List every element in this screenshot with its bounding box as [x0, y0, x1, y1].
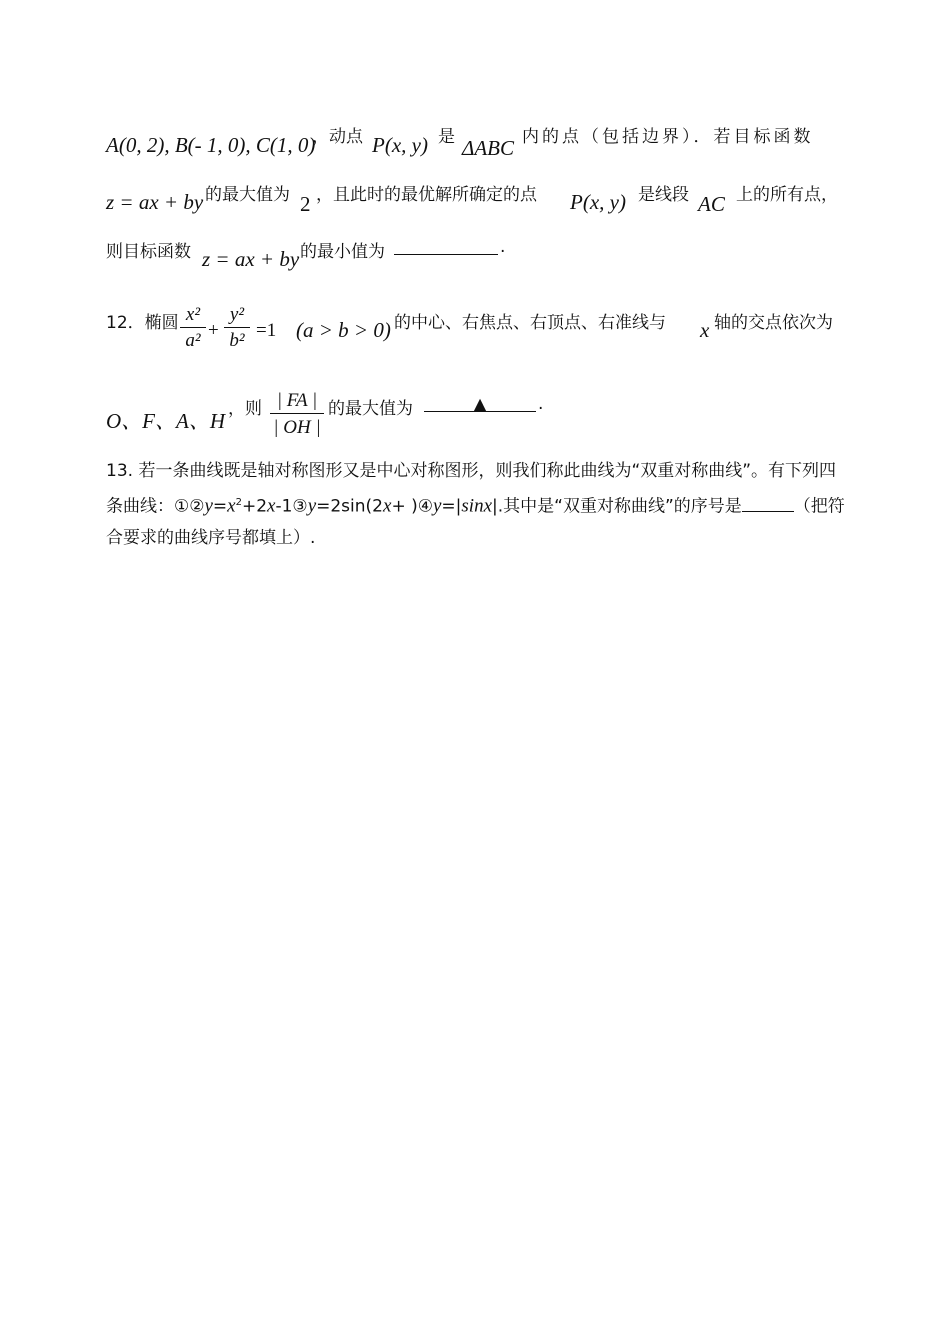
- fraction-x-over-a: [180, 303, 206, 354]
- plus-circle-4: + )④: [391, 496, 433, 517]
- var-x-3: x: [383, 495, 392, 517]
- answer-blank-13[interactable]: [742, 497, 794, 512]
- fraction-a-denominator: a²: [185, 330, 201, 351]
- plus-2: +2: [241, 496, 268, 517]
- abs-open: =|: [441, 496, 462, 517]
- fraction-FA: | FA |: [276, 390, 318, 411]
- var-y-1: y: [204, 495, 213, 517]
- text-max-value: 的最大值为: [205, 185, 290, 205]
- objective-function: z = ax + by: [106, 190, 204, 214]
- q13-intro: 13. 若一条曲线既是轴对称图形又是中心对称图形，则我们称此曲线为“双重对称曲线”。有下列四条曲线：①②: [106, 461, 837, 517]
- objective-function-2: z = ax + by: [202, 247, 300, 271]
- var-x-2: x: [267, 495, 276, 517]
- triangle-marker: ▲: [473, 394, 487, 413]
- sinx: sinx: [461, 495, 492, 517]
- text-segment: 是线段: [638, 185, 689, 205]
- q13: [106, 456, 851, 554]
- value-two: 2: [300, 192, 311, 216]
- var-y-2: y: [307, 495, 317, 517]
- text-optimal-solution: ，且此时的最优解所确定的点: [316, 185, 537, 205]
- q13-question: |.其中是“双重对称曲线”的序号是: [492, 496, 742, 517]
- text-axis-intersections: 轴的交点依次为: [714, 313, 833, 333]
- text-is: 是: [438, 127, 455, 147]
- fraction-y-numerator: y²: [229, 304, 245, 325]
- triangle-ABC: ΔABC: [462, 136, 514, 160]
- text-moving-point: ，动点: [312, 127, 363, 147]
- period-11: .: [500, 237, 506, 257]
- var-y-3: y: [432, 495, 442, 517]
- condition-a-b: (a > b > 0): [296, 318, 391, 342]
- fraction-b-denominator: b²: [229, 330, 245, 351]
- equals-one: =1: [256, 320, 277, 341]
- text-min-value: 的最小值为: [300, 242, 385, 262]
- fraction-FA-over-OH: [270, 389, 324, 442]
- text-center-focus: 的中心、右焦点、右顶点、右准线与: [394, 313, 666, 333]
- points-OFAH: O、F、A、H: [106, 409, 225, 433]
- var-x: x: [700, 318, 710, 342]
- answer-blank-12[interactable]: [424, 394, 536, 412]
- points-ABC: A(0, 2), B(- 1, 0), C(1, 0): [106, 133, 316, 157]
- text-all-points: 上的所有点，: [736, 185, 838, 205]
- fraction-OH: | OH |: [273, 417, 321, 438]
- period-12: .: [538, 394, 544, 414]
- segment-AC: AC: [698, 192, 725, 216]
- text-inside-points: 内的点（包括边界）．若目标函数: [522, 127, 814, 147]
- minus-1-circle-3: -1③: [275, 496, 308, 517]
- point-P: P(x, y): [372, 133, 428, 157]
- exponent-2: 2: [235, 497, 242, 508]
- sin-expression: =2sin(2: [316, 496, 383, 517]
- point-P-2: P(x, y): [570, 190, 626, 214]
- equals-1: =: [212, 496, 228, 517]
- plus-sign: +: [208, 320, 219, 341]
- answer-blank-11[interactable]: [394, 238, 498, 255]
- q12-number: 12．椭圆: [106, 313, 179, 333]
- var-x-1: x: [227, 495, 236, 517]
- text-max-value-12: 的最大值为: [328, 399, 413, 419]
- text-objective: 则目标函数: [106, 242, 191, 262]
- fraction-y-over-b: [224, 303, 250, 354]
- q13-instruction: （把符合要求的曲线序号都填上）.: [106, 496, 845, 548]
- text-then: ，则: [228, 399, 262, 419]
- fraction-x-numerator: x²: [185, 304, 201, 325]
